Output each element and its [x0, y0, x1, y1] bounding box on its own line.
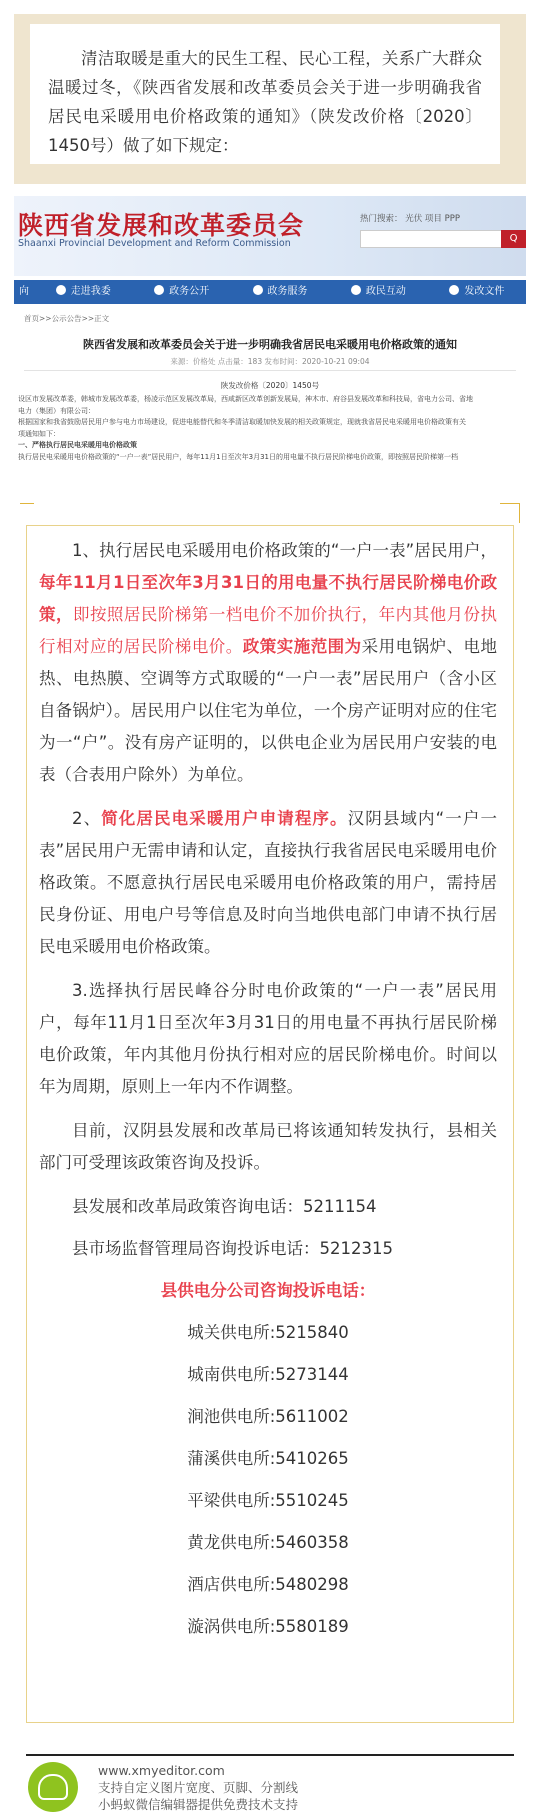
nav-circle-icon — [449, 285, 459, 295]
frame-corner-top-right — [500, 503, 520, 504]
nav-item-about: 走进我委 — [34, 280, 132, 304]
site-header-links: 热门搜索： 光伏 项目 PPP — [360, 214, 460, 224]
nav-circle-icon — [154, 285, 164, 295]
station-phone: 平梁供电所:5510245 — [187, 1491, 349, 1510]
nav-item-services: 政务服务 — [231, 280, 329, 304]
intro-box — [14, 14, 526, 184]
site-subtitle: Shaanxi Provincial Development and Reform Commission — [18, 238, 291, 249]
station-phone: 蒲溪供电所:5410265 — [187, 1449, 349, 1468]
article-line: 一、严格执行居民电采暖用电价格政策 — [18, 441, 137, 449]
nav-item-open-gov: 政务公开 — [132, 280, 230, 304]
nav-item-partial: 向 — [19, 286, 29, 297]
article-title: 陕西省发展和改革委员会关于进一步明确我省居民电采暖用电价格政策的通知 — [83, 338, 457, 351]
station-phone: 黄龙供电所:5460358 — [187, 1533, 349, 1552]
article-line: 执行居民电采暖用电价格政策的“一户一表”居民用户，每年11月1日至次年3月31日的用电量不执行居民阶梯电价政策，即按照居民阶梯第一档 — [18, 452, 458, 461]
frame-corner-top-left — [20, 503, 34, 504]
article-line: 项通知如下： — [18, 429, 60, 438]
footer-url[interactable]: www.xmyeditor.com — [98, 1763, 225, 1778]
station-phone: 涧池供电所:5611002 — [187, 1407, 349, 1426]
breadcrumb: 首页>>公示公告>>正文 — [24, 314, 110, 323]
policy-note: 目前，汉阴县发展和改革局已将该通知转发执行，县相关部门可受理该政策咨询及投诉。 — [39, 1121, 497, 1172]
ant-mark-icon — [38, 1774, 68, 1800]
policy-item-2: 2、简化居民电采暖用户申请程序。汉阴县域内“一户一表”居民用户无需申请和认定，直接执行我省居民电采暖用电价格政策。不愿意执行居民电采暖用电价格政策的用户，需持居民身份证、用电户号等信息及时向当地供电部门申请不执行居民电采暖用电价格政策。 — [39, 809, 497, 956]
site-header — [14, 196, 526, 276]
nav-circle-icon — [253, 285, 263, 295]
policy-content — [39, 535, 497, 1653]
ant-logo-icon — [28, 1762, 78, 1812]
policy-item-3: 3.选择执行居民峰谷分时电价政策的“一户一表”居民用户，每年11月1日至次年3月31日的用电量不再执行居民阶梯电价政策，年内其他月份执行相对应的居民阶梯电价。时间以年为周期，原则上一年内不作调整。 — [39, 981, 497, 1096]
footer-text — [98, 1762, 298, 1813]
site-search-button: Q — [501, 230, 526, 248]
website-screenshot — [14, 196, 526, 504]
station-phone: 漩涡供电所:5580189 — [187, 1617, 349, 1636]
footer-line: 支持自定义图片宽度、页脚、分割线 — [98, 1780, 299, 1795]
article-meta: 来源：价格处 点击量：183 发布时间：2020-10-21 09:04 — [170, 357, 370, 366]
document-number: 陕发改价格〔2020〕1450号 — [220, 381, 320, 390]
article-divider — [24, 370, 516, 371]
nav-circle-icon — [351, 285, 361, 295]
intro-text-panel — [30, 24, 500, 164]
intro-paragraph: 清洁取暖是重大的民生工程、民心工程，关系广大群众温暖过冬，《陕西省发展和改革委员会关于进一步明确我省居民电采暖用电价格政策的通知》（陕发改价格〔2020〕1450号）做了如下规定： — [48, 49, 482, 155]
frame-corner-top-right-vertical — [519, 503, 520, 523]
station-phone: 酒店供电所:5480298 — [187, 1575, 349, 1594]
site-title: 陕西省发展和改革委员会 — [18, 211, 305, 240]
phone-development-bureau: 县发展和改革局政策咨询电话：5211154 — [72, 1197, 377, 1216]
article-body — [18, 394, 522, 463]
article-line: 设区市发展改革委，韩城市发展改革委，杨凌示范区发展改革局，西咸新区改革创新发展局，神木市、府谷县发展改革和科技局，省电力公司、省地 — [18, 395, 473, 403]
nav-circle-icon — [56, 285, 66, 295]
station-phone: 城关供电所:5215840 — [187, 1323, 349, 1342]
footer-divider — [26, 1754, 514, 1756]
site-search-input — [360, 230, 502, 248]
station-phone: 城南供电所:5273144 — [187, 1365, 349, 1384]
article-line: 根据国家和我省鼓励居民用户参与电力市场建设，促进电能替代和冬季清洁取暖加快发展的相关政策规定，现就我省居民电采暖用电价格政策有关 — [18, 418, 466, 426]
phone-market-supervision: 县市场监督管理局咨询投诉电话：5212315 — [72, 1239, 393, 1258]
nav-item-interaction: 政民互动 — [329, 280, 427, 304]
policy-item-1: 1、执行居民电采暖用电价格政策的“一户一表”居民用户，每年11月1日至次年3月31日的用电量不执行居民阶梯电价政策，即按照居民阶梯第一档电价不加价执行，年内其他月份执行相对应的居民阶梯电价。政策实施范围为采用电锅炉、电地热、电热膜、空调等方式取暖的“一户一表”居民用户（含小区自备锅炉）。居民用户以住宅为单位，一个房产证明对应的住宅为一“户”。没有房产证明的，以供电企业为居民用户安装的电表（合表用户除外）为单位。 — [39, 541, 498, 784]
nav-item-documents: 发改文件 — [428, 280, 526, 304]
footer-line: 小蚂蚁微信编辑器提供免费技术支持 — [98, 1797, 299, 1812]
site-nav-bar — [14, 280, 526, 304]
article-line: 电力（集团）有限公司： — [18, 406, 95, 415]
power-company-heading: 县供电分公司咨询投诉电话： — [160, 1281, 376, 1300]
